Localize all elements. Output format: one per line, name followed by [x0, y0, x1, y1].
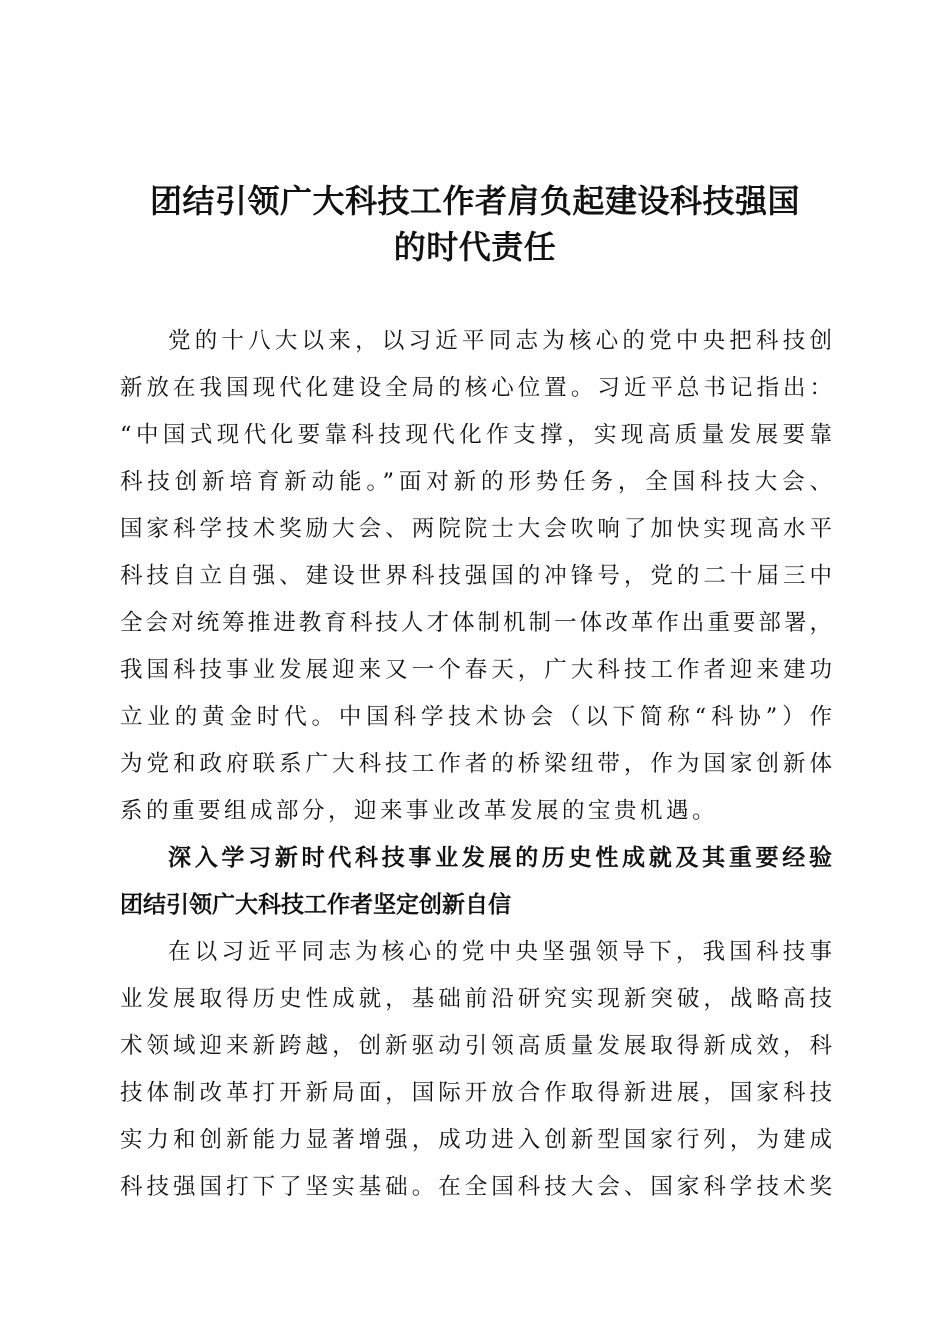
- text-line: 我国科技事业发展迎来又一个春天，广大科技工作者迎来建功: [120, 657, 832, 683]
- text-line: 技体制改革打开新局面，国际开放合作取得新进展，国家科技: [120, 1080, 832, 1106]
- text-line: 业发展取得历史性成就，基础前沿研究实现新突破，战略高技: [120, 986, 832, 1012]
- text-line: 新放在我国现代化建设全局的核心位置。习近平总书记指出：: [120, 375, 832, 401]
- text-line: 党的十八大以来，以习近平同志为核心的党中央把科技创: [168, 328, 832, 354]
- text-line: “中国式现代化要靠科技现代化作支撑，实现高质量发展要靠: [120, 422, 832, 448]
- text-line: 国家科学技术奖励大会、两院院士大会吹响了加快实现高水平: [120, 516, 832, 542]
- title-line-1: 团结引领广大科技工作者肩负起建设科技强国: [149, 182, 800, 220]
- heading-line-2: 团结引领广大科技工作者坚定创新自信: [120, 892, 511, 918]
- heading-line-1: 深入学习新时代科技事业发展的历史性成就及其重要经验: [168, 845, 832, 871]
- text-line: 为党和政府联系广大科技工作者的桥梁纽带，作为国家创新体: [120, 751, 832, 777]
- text-line: 系的重要组成部分，迎来事业改革发展的宝贵机遇。: [120, 798, 719, 824]
- text-line: 术领域迎来新跨越，创新驱动引领高质量发展取得新成效，科: [120, 1033, 832, 1059]
- text-line: 实力和创新能力显著增强，成功进入创新型国家行列，为建成: [120, 1127, 832, 1153]
- text-line: 立业的黄金时代。中国科学技术协会（以下简称“科协”）作: [120, 704, 832, 730]
- text-line: 科技强国打下了坚实基础。在全国科技大会、国家科学技术奖: [120, 1174, 832, 1200]
- text-line: 科技自立自强、建设世界科技强国的冲锋号，党的二十届三中: [120, 563, 832, 589]
- text-line: 科技创新培育新动能。”面对新的形势任务，全国科技大会、: [120, 469, 832, 495]
- text-line: 全会对统筹推进教育科技人才体制机制一体改革作出重要部署，: [120, 610, 832, 636]
- text-line: 在以习近平同志为核心的党中央坚强领导下，我国科技事: [168, 939, 832, 965]
- document-title: [100, 178, 850, 270]
- title-line-2: 的时代责任: [393, 228, 557, 266]
